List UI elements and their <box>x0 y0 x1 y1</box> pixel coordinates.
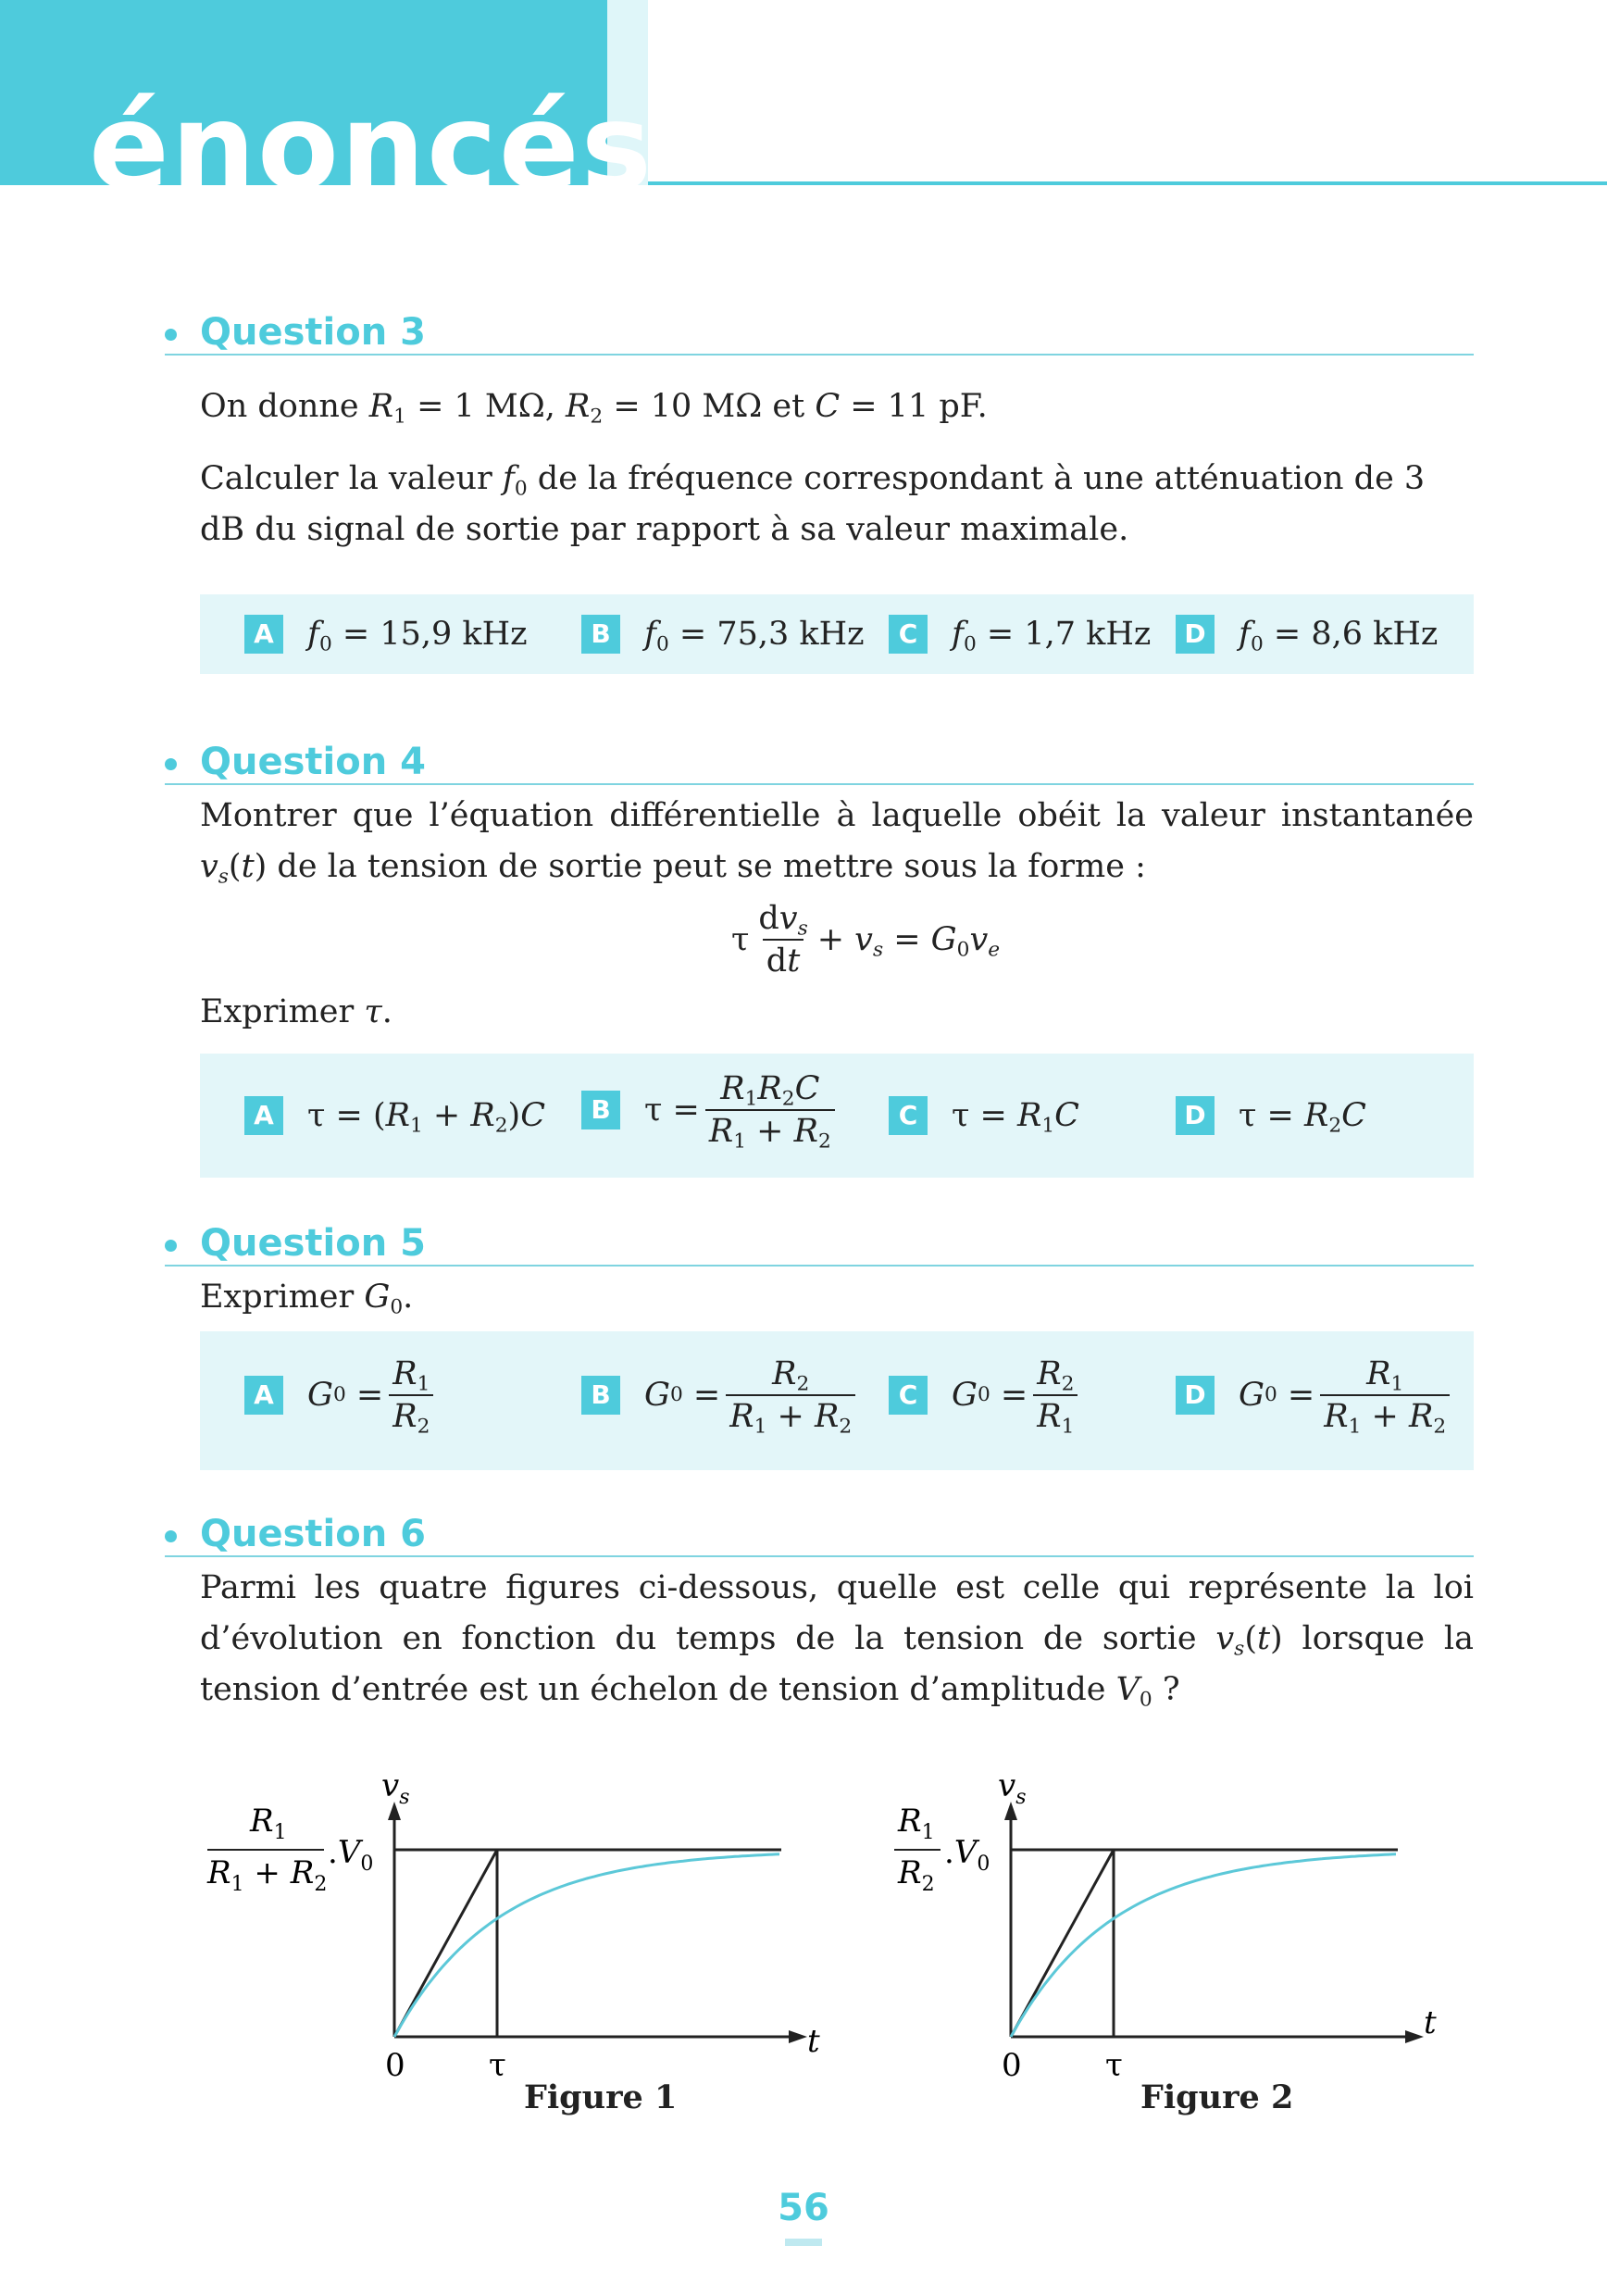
option-tag: C <box>889 1096 928 1135</box>
x-axis-arrow-icon <box>1405 2030 1424 2043</box>
question-3-options <box>200 594 1474 674</box>
question-5-title: Question 5 <box>200 1222 426 1265</box>
differential-equation: τ $\frac{dv_s}{dt}$ + $v_s = G_0v_e$ <box>731 900 1001 980</box>
page-number-bar <box>785 2239 822 2246</box>
tau-label: τ <box>489 2047 506 2084</box>
option-expression: $f_0 = 15,9$ kHz <box>307 616 528 656</box>
question-3-title: Question 3 <box>200 311 426 354</box>
figure-1-graph <box>194 1759 842 2129</box>
question-5-heading <box>165 1222 1474 1267</box>
question-4-options <box>200 1054 1474 1178</box>
option-expression: $f_0 = 8,6$ kHz <box>1239 616 1439 656</box>
q5-option-a[interactable] <box>244 1354 439 1437</box>
origin-label: 0 <box>1002 2047 1022 2084</box>
q5-option-d[interactable] <box>1176 1354 1455 1437</box>
bullet-icon <box>165 1530 177 1542</box>
origin-label: 0 <box>385 2047 405 2084</box>
question-6-heading <box>165 1513 1474 1557</box>
q3-option-d[interactable] <box>1176 615 1438 654</box>
figure-2-caption: Figure 2 <box>1140 2078 1294 2116</box>
option-tag: D <box>1176 1096 1215 1135</box>
option-expression: G 0 = $\frac{R_2}{R_1 + R_2}$ <box>644 1354 861 1437</box>
option-tag: C <box>889 615 928 654</box>
question-4-prompt: Montrer que l’équation différentielle à laquelle obéit la valeur instantanée $v_s(t)$ de la tension de sortie peut se mettre sous la forme : <box>200 797 1474 889</box>
x-axis-label: t <box>1424 2004 1437 2041</box>
question-3-given: On donne $R_1 = 1$ MΩ, $R_2 = 10$ MΩ et C = 11 pF. <box>200 388 988 429</box>
level-numerator: $R_1$ <box>898 1803 935 1844</box>
option-expression: $\tau = R_1C$ <box>952 1097 1079 1138</box>
page-number: 56 <box>778 2187 829 2229</box>
figure-2-graph <box>811 1759 1459 2129</box>
question-5-options <box>200 1331 1474 1470</box>
question-6-prompt: Parmi les quatre figures ci-dessous, quelle est celle qui représente la loi d’évolution en fonction du temps de la tension de sortie $v_s(t)$ lorsque la tension d’entrée est un échelon de tension d’amplitude $V_0$ ? <box>200 1569 1474 1712</box>
question-3-prompt: Calculer la valeur $f_0$ de la fréquence correspondant à une atténuation de 3 dB du signal de sortie par rapport à sa valeur maximale. <box>200 460 1426 548</box>
level-v0: $.V_0$ <box>944 1834 990 1876</box>
option-tag: C <box>889 1376 928 1415</box>
tau-label: τ <box>1105 2047 1123 2084</box>
question-4-title: Question 4 <box>200 741 426 783</box>
option-expression: $f_0 = 1,7$ kHz <box>952 616 1152 656</box>
q4-option-b[interactable] <box>581 1068 841 1152</box>
option-expression: G 0 = $\frac{R_1}{R_2}$ <box>307 1354 439 1437</box>
option-tag: A <box>244 1096 283 1135</box>
bullet-icon <box>165 758 177 770</box>
option-tag: B <box>581 1091 620 1129</box>
option-expression: τ = $\frac{R_1R_2C}{R_1 + R_2}$ <box>644 1068 841 1152</box>
option-tag: B <box>581 615 620 654</box>
bullet-icon <box>165 1240 177 1252</box>
option-expression: G 0 = $\frac{R_2}{R_1}$ <box>952 1354 1083 1437</box>
q4-option-c[interactable] <box>889 1096 1079 1138</box>
bullet-icon <box>165 329 177 341</box>
question-6-title: Question 6 <box>200 1513 426 1555</box>
q3-option-b[interactable] <box>581 615 865 654</box>
y-axis-label: $v_s$ <box>381 1767 410 1809</box>
page-title: énoncés <box>89 79 654 217</box>
response-curve <box>394 1854 779 2037</box>
option-expression: G 0 = $\frac{R_1}{R_1 + R_2}$ <box>1239 1354 1455 1437</box>
question-5-prompt: Exprimer $G_0$. <box>200 1279 414 1319</box>
response-curve <box>1011 1854 1396 2037</box>
header-rule <box>648 181 1607 185</box>
q5-option-c[interactable] <box>889 1354 1083 1437</box>
question-4-ask-tau: Exprimer τ. <box>200 993 392 1030</box>
level-v0: $.V_0$ <box>328 1834 374 1876</box>
figure-1-caption: Figure 1 <box>524 2078 678 2116</box>
option-tag: B <box>581 1376 620 1415</box>
level-denominator: $R_2$ <box>898 1854 935 1896</box>
level-numerator: $R_1$ <box>250 1803 287 1844</box>
question-3-heading <box>165 311 1474 356</box>
option-tag: A <box>244 615 283 654</box>
option-tag: A <box>244 1376 283 1415</box>
q3-option-a[interactable] <box>244 615 528 654</box>
q4-option-a[interactable] <box>244 1096 545 1138</box>
option-expression: $\tau = (R_1 + R_2)C$ <box>307 1097 545 1138</box>
option-tag: D <box>1176 615 1215 654</box>
option-expression: $\tau = R_2C$ <box>1239 1097 1366 1138</box>
level-denominator: $R_1 + R_2$ <box>207 1854 328 1896</box>
option-expression: $f_0 = 75,3$ kHz <box>644 616 865 656</box>
x-axis-arrow-icon <box>789 2030 807 2043</box>
option-tag: D <box>1176 1376 1215 1415</box>
y-axis-label: $v_s$ <box>998 1767 1027 1809</box>
q5-option-b[interactable] <box>581 1354 861 1437</box>
q3-option-c[interactable] <box>889 615 1151 654</box>
q4-option-d[interactable] <box>1176 1096 1366 1138</box>
question-4-heading <box>165 741 1474 785</box>
x-axis-label: t <box>807 2023 820 2060</box>
